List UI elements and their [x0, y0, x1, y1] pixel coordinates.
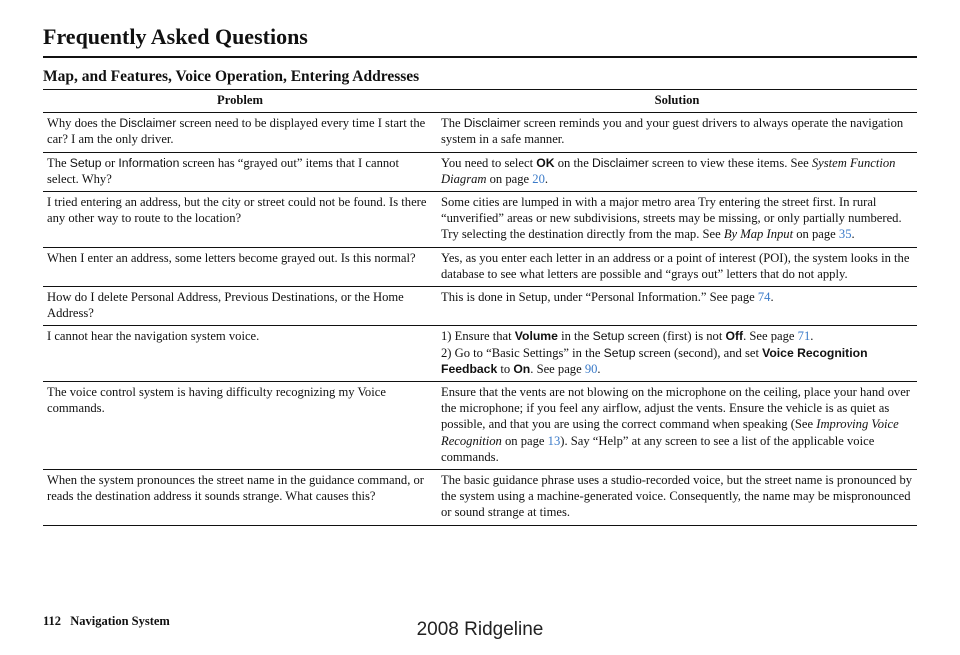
cell-text: screen (first) is not — [624, 329, 726, 344]
footer-label: Navigation System — [70, 614, 170, 628]
page-link[interactable]: 71 — [797, 329, 811, 344]
cell-text: . — [851, 227, 855, 242]
cell-text: on page — [501, 433, 548, 448]
cell-text: . — [810, 329, 814, 344]
table-header-row — [43, 90, 917, 113]
screen-name: Setup — [592, 329, 625, 344]
section-reference: Improving Voice Recognition — [441, 417, 899, 448]
problem-cell — [43, 192, 437, 248]
cell-text: 2) Go to “Basic Settings” in the — [441, 345, 604, 360]
cell-text: . — [770, 290, 774, 305]
control-label: Volume — [514, 329, 558, 344]
solution-cell — [437, 287, 917, 326]
cell-text: in the — [557, 329, 593, 344]
cell-text: . — [544, 171, 549, 186]
solution-cell — [437, 470, 917, 526]
cell-text: on the — [554, 155, 592, 170]
control-label: OK — [536, 155, 555, 170]
control-label: Voice Recognition Feedback — [441, 345, 868, 376]
cell-text: on page — [486, 171, 533, 186]
control-label: Off — [725, 329, 744, 344]
solution-cell — [437, 113, 917, 152]
table-row — [43, 470, 917, 526]
faq-table-body — [43, 113, 917, 525]
cell-text: This is done in Setup, under “Personal Information.” See page — [441, 290, 758, 305]
section-reference: System Function Diagram — [441, 155, 896, 186]
cell-text: I cannot hear the navigation system voice. — [47, 329, 260, 344]
table-row — [43, 247, 917, 286]
section-title: Map, and Features, Voice Operation, Entering Addresses — [43, 68, 420, 85]
screen-name: Information — [118, 155, 180, 170]
solution-cell — [437, 152, 917, 191]
problem-cell — [43, 152, 437, 191]
column-header-solution: Solution — [437, 90, 917, 113]
problem-cell — [43, 113, 437, 152]
screen-name: Disclaimer — [119, 116, 177, 131]
cell-text: When I enter an address, some letters become grayed out. Is this normal? — [47, 250, 416, 265]
table-row — [43, 326, 917, 382]
screen-name: Disclaimer — [591, 155, 649, 170]
problem-cell — [43, 382, 437, 470]
cell-text: The basic guidance phrase uses a studio-recorded voice, but the street name is pronounced by the system using a machine-generated voice. Consequently, the name may be mispronounced or sound strange at times. — [441, 473, 913, 520]
problem-cell — [43, 287, 437, 326]
screen-name: Setup — [69, 155, 102, 170]
cell-text: or — [101, 155, 119, 170]
cell-text: You need to select — [441, 155, 537, 170]
table-row — [43, 382, 917, 470]
cell-text: screen to view these items. See — [648, 155, 812, 170]
solution-cell — [437, 247, 917, 286]
solution-cell — [437, 382, 917, 470]
cell-text: 1) Ensure that — [441, 329, 515, 344]
page-link[interactable]: 20 — [532, 171, 545, 186]
watermark: 2008 Ridgeline — [416, 619, 544, 640]
table-row — [43, 287, 917, 326]
cell-text: Why does the — [47, 116, 120, 131]
column-header-problem: Problem — [43, 90, 437, 113]
cell-text: Some cities are lumped in with a major metro area Try entering the street first. In rural “unverified” areas or new subdivisions, streets may be missing, or only partially numbered. Try selecting the destination directly from the map. See — [441, 195, 902, 242]
cell-text: to — [497, 361, 514, 376]
cell-text: How do I delete Personal Address, Previous Destinations, or the Home Address? — [47, 290, 404, 321]
page-number: 112 — [43, 614, 62, 628]
problem-cell — [43, 326, 437, 382]
cell-text: Ensure that the vents are not blowing on the microphone on the ceiling, place your hand over the microphone; if you feel any airflow, adjust the vents. Ensure the vehicle is as quiet as possible, and that you are using the correct command when speaking (See — [441, 385, 910, 432]
title-rule — [43, 56, 917, 58]
solution-cell — [437, 326, 917, 382]
cell-text: I tried entering an address, but the city or street could not be found. Is there any other way to route to the location? — [47, 195, 427, 226]
cell-text: Yes, as you enter each letter in an address or a point of interest (POI), the system looks in the database to see what letters are possible and “grays out” letters that do not apply. — [441, 250, 910, 281]
cell-text: . See page — [743, 329, 798, 344]
screen-name: Disclaimer — [463, 116, 521, 131]
table-row — [43, 192, 917, 248]
cell-text: The — [441, 116, 464, 131]
cell-text: When the system pronounces the street name in the guidance command, or reads the destination address it sounds strange. What causes this? — [47, 473, 424, 504]
problem-cell — [43, 470, 437, 526]
cell-text: screen reminds you and your guest drivers to always operate the navigation system in a safe manner. — [441, 116, 904, 147]
cell-text: . See page — [530, 361, 585, 376]
problem-cell — [43, 247, 437, 286]
screen-name: Setup — [603, 345, 636, 360]
page-link[interactable]: 13 — [547, 433, 561, 448]
table-row — [43, 152, 917, 191]
page-title: Frequently Asked Questions — [43, 24, 308, 49]
faq-table — [43, 89, 917, 526]
cell-text: ). Say “Help” at any screen to see a list of the applicable voice commands. — [441, 433, 875, 464]
cell-text: screen need to be displayed every time I start the car? I am the only driver. — [47, 116, 426, 147]
cell-text: The voice control system is having difficulty recognizing my Voice commands. — [47, 385, 386, 416]
page-link[interactable]: 35 — [838, 227, 852, 242]
cell-text: . — [597, 361, 601, 376]
cell-text: screen (second), and set — [635, 345, 763, 360]
control-label: On — [513, 361, 531, 376]
page-link[interactable]: 90 — [584, 361, 598, 376]
cell-text: on page — [793, 227, 839, 242]
table-row — [43, 113, 917, 152]
cell-text: The — [47, 155, 70, 170]
page-link[interactable]: 74 — [757, 290, 771, 305]
solution-cell — [437, 192, 917, 248]
cell-text: screen has “grayed out” items that I cannot select. Why? — [47, 155, 399, 186]
section-reference: By Map Input — [723, 227, 794, 242]
